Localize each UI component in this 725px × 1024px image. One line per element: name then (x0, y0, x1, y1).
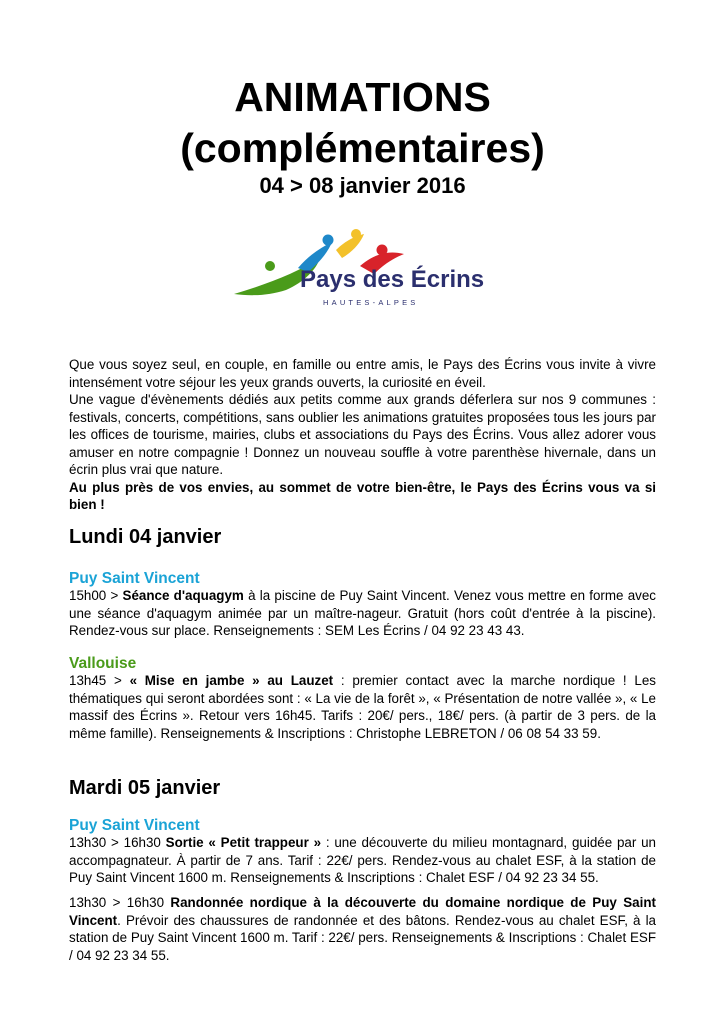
title-line-2: (complémentaires) (180, 125, 545, 171)
logo-name: Pays des Écrins (300, 266, 485, 293)
event-description: . Prévoir des chaussures de randonnée et des bâtons. Rendez-vous au chalet ESF, à la station de Puy Saint Vincent 1600 m. Tarif : 22€/ pers. Renseignements & Inscriptions : Chalet ESF / 04 92 23 34 55. (69, 912, 656, 963)
date-range: 04 > 08 janvier 2016 (259, 173, 466, 198)
day-heading-monday: Lundi 04 janvier (69, 526, 222, 548)
event-description: : premier contact avec la marche nordique ! Les thématiques qui seront abordées sont : « La vie de la forêt », « Présentation de notre vallée », « Le massif des Écrins ». Retour vers 16h45. Tarifs : 20€/ pers., 18€/ pers. (à partir de 3 pers. de la même famille). Renseignements & Inscriptions : Christophe LEBRETON / 06 08 54 33 59. (69, 673, 656, 741)
event-item (69, 672, 656, 742)
place-heading: Puy Saint Vincent (69, 817, 200, 834)
event-title: « Mise en jambe » au Lauzet (129, 673, 334, 688)
event-item (69, 894, 656, 964)
event-title: Randonnée nordique à la découverte du domaine nordique de Puy Saint Vincent (69, 895, 656, 928)
event-item (69, 587, 656, 640)
event-time: 13h30 > 16h30 (69, 835, 166, 850)
event-time: 13h30 > 16h30 (69, 895, 171, 910)
logo-tagline: HAUTES-ALPES (323, 298, 419, 307)
intro-paragraph-2: Une vague d'évènements dédiés aux petits comme aux grands déferlera sur nos 9 communes : festivals, concerts, compétitions, sans oublier les animations gratuites proposées tous les jours par les offices de tourisme, mairies, clubs et associations du Pays des Écrins. Vous allez adorer vous amuser en notre compagnie ! Donnez un nouveau souffle à votre parenthèse hivernale, dans un écrin plus vrai que nature. (69, 392, 656, 477)
event-item (69, 834, 656, 887)
event-description: : une découverte du milieu montagnard, guidée par un accompagnateur. À partir de 7 ans. Tarif : 22€/ pers. Rendez-vous au chalet ESF, à la station de Puy Saint Vincent 1600 m. Renseignements & Inscriptions : Chalet ESF / 04 92 23 34 55. (69, 835, 656, 885)
intro-section (69, 356, 656, 514)
event-title: Sortie « Petit trappeur » (165, 835, 322, 850)
intro-paragraph-3: Au plus près de vos envies, au sommet de votre bien-être, le Pays des Écrins vous va si bien ! (69, 479, 656, 512)
event-time: 13h45 > (69, 673, 130, 688)
place-heading: Vallouise (69, 655, 137, 672)
pays-des-ecrins-logo (228, 228, 500, 314)
place-heading: Puy Saint Vincent (69, 570, 200, 587)
event-description: à la piscine de Puy Saint Vincent. Venez vous mettre en forme avec une séance d'aquagym animée par un maître-nageur. Gratuit (hors coût d'entrée à la piscine). Rendez-vous sur place. Renseignements : SEM Les Écrins / 04 92 23 43 43. (69, 588, 657, 638)
title-line-1: ANIMATIONS (234, 74, 491, 120)
intro-paragraph-1: Que vous soyez seul, en couple, en famille ou entre amis, le Pays des Écrins vous invite à vivre intensément votre séjour les yeux grands ouverts, la curiosité en éveil. (69, 357, 656, 390)
day-heading-tuesday: Mardi 05 janvier (69, 777, 221, 799)
event-time: 15h00 > (69, 588, 123, 603)
event-title: Séance d'aquagym (122, 588, 244, 603)
